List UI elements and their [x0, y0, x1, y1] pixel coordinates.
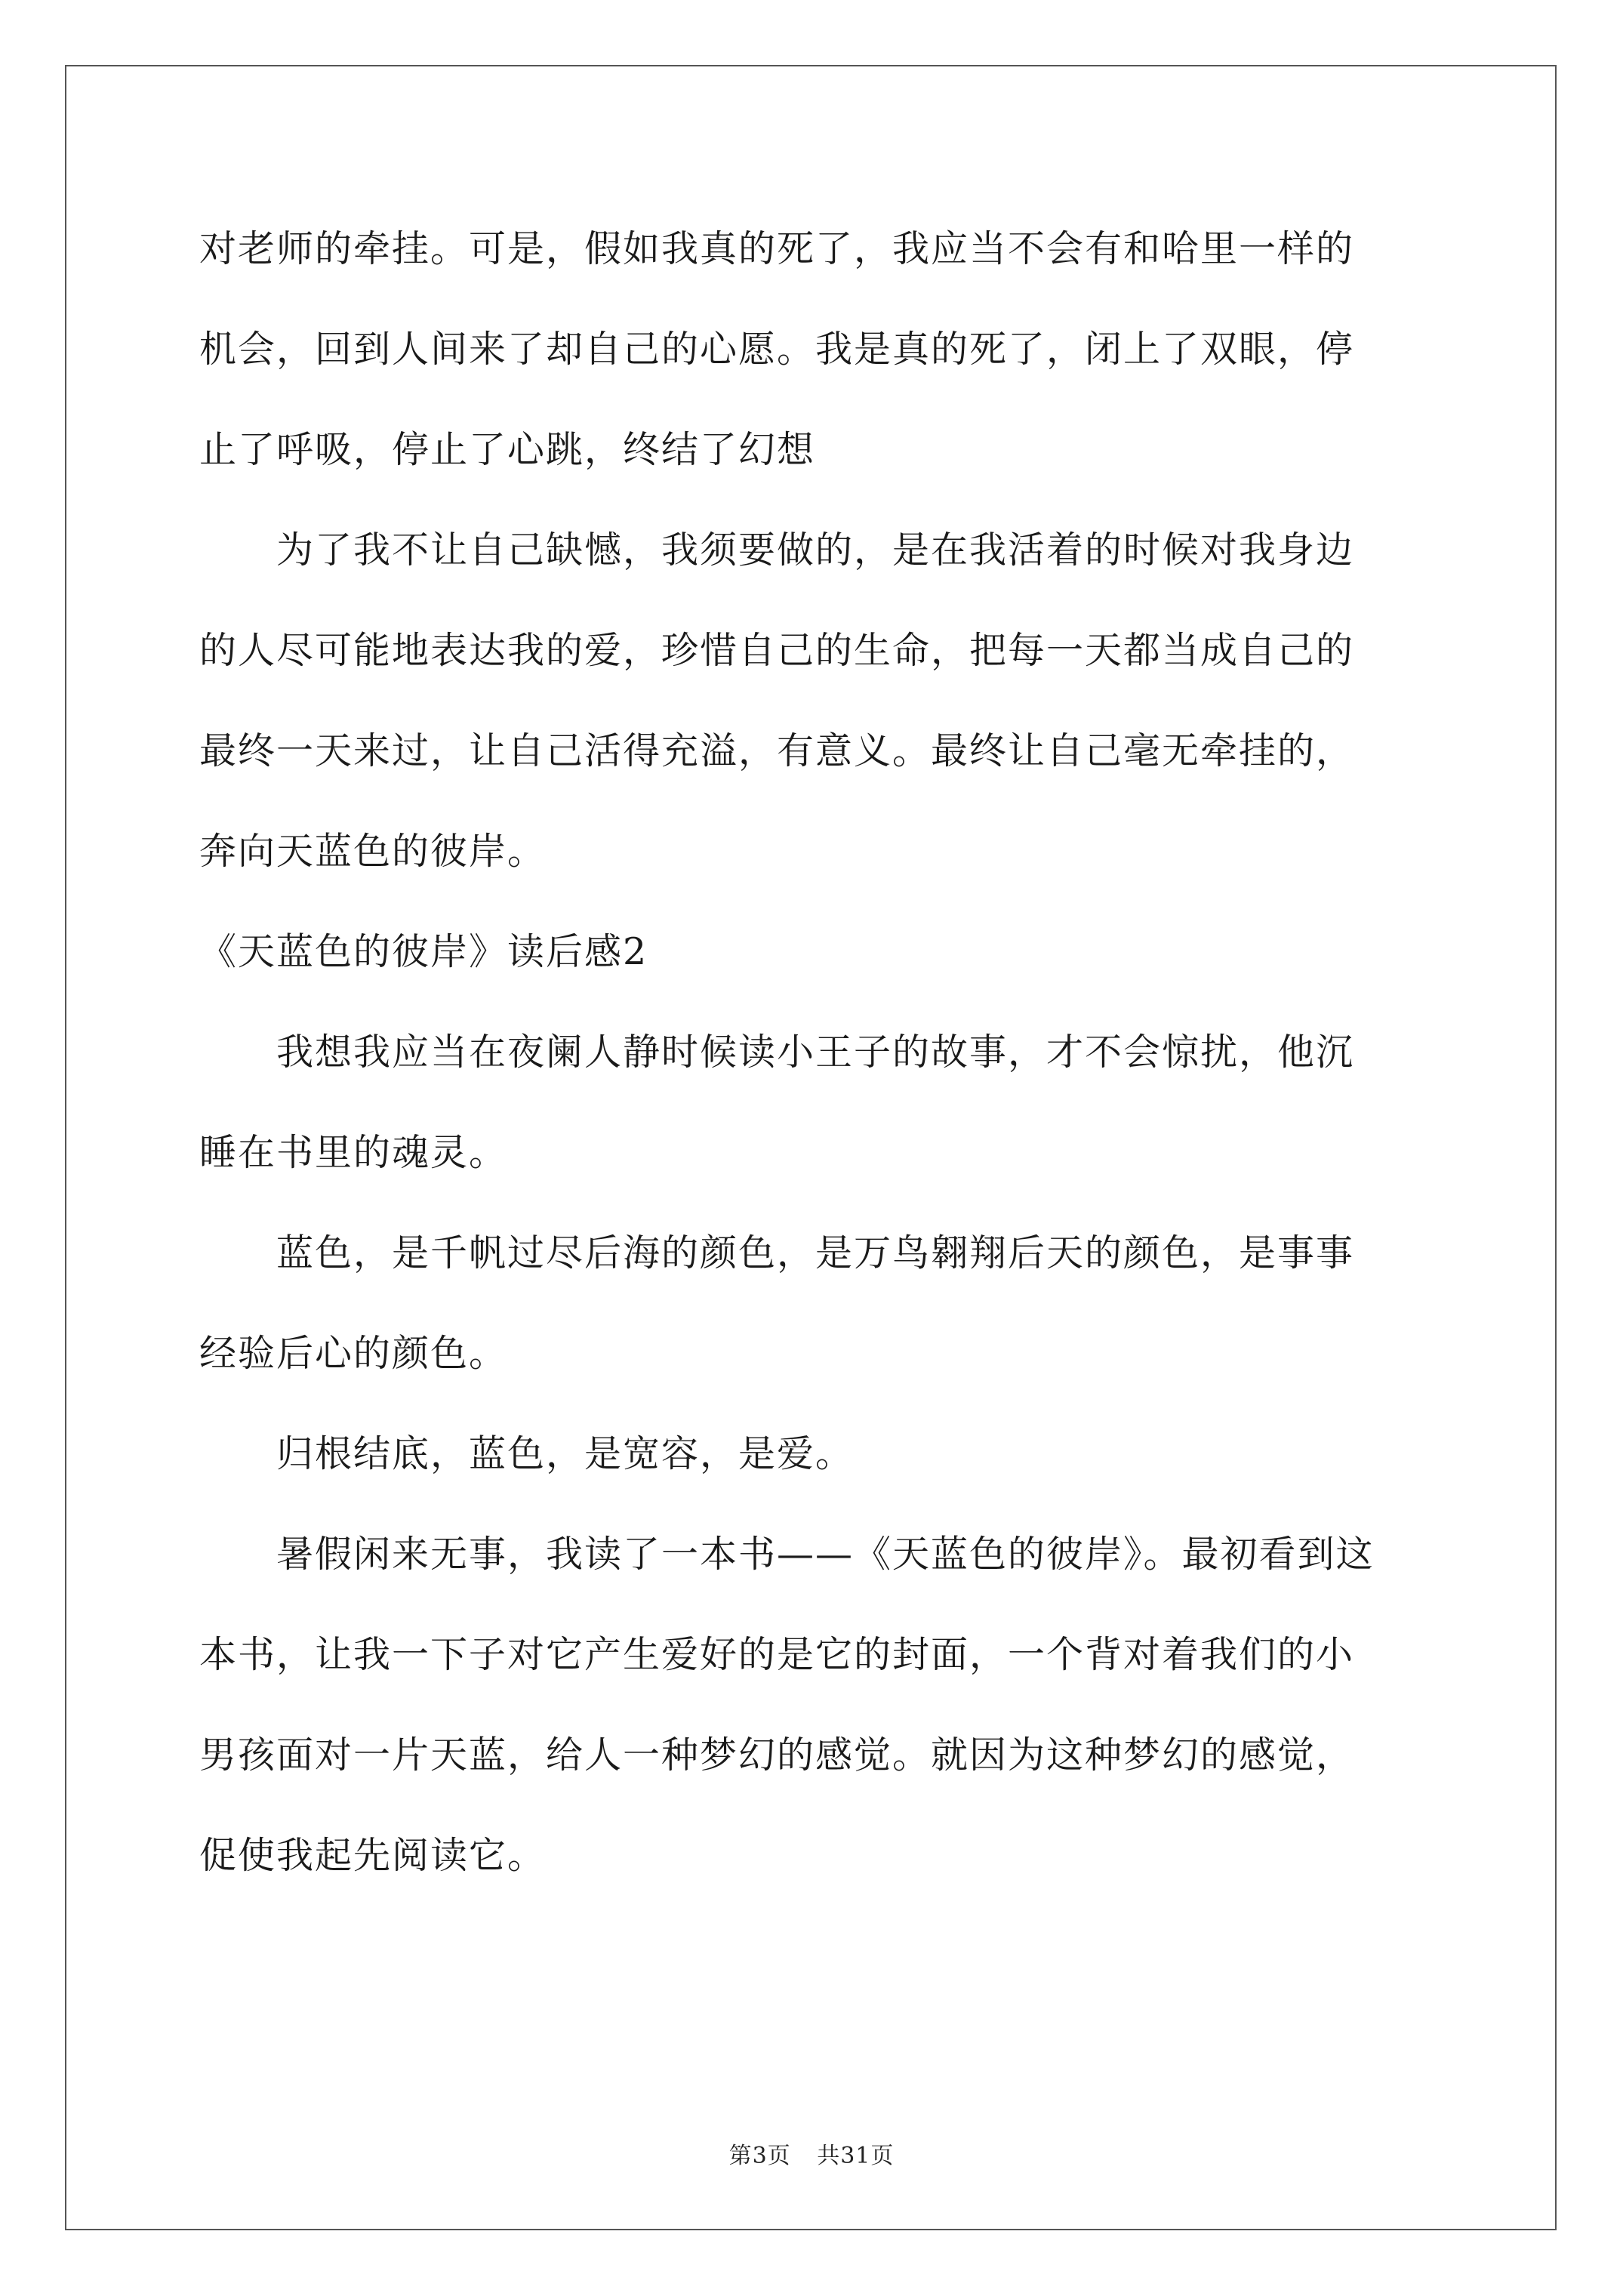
text-line: 蓝色，是千帆过尽后海的颜色，是万鸟翱翔后天的颜色，是事事 [199, 1231, 1355, 1274]
text-line: 促使我起先阅读它。 [199, 1834, 547, 1877]
text-line: 奔向天蓝色的彼岸。 [199, 830, 547, 873]
page-footer [0, 2137, 1623, 2170]
text-line: 止了呼吸，停止了心跳，终结了幻想 [199, 428, 816, 471]
text-line: 归根结底，蓝色，是宽容，是爱。 [199, 1432, 855, 1475]
text-line: 男孩面对一片天蓝，给人一种梦幻的感觉。就因为这种梦幻的感觉， [199, 1734, 1355, 1777]
page-number: 第3页 [728, 2143, 791, 2169]
section-heading: 《天蓝色的彼岸》读后感2 [199, 930, 648, 973]
text-line: 对老师的牵挂。可是，假如我真的死了，我应当不会有和哈里一样的 [199, 227, 1355, 270]
text-line: 睡在书里的魂灵。 [199, 1131, 508, 1174]
text-line: 本书，让我一下子对它产生爱好的是它的封面，一个背对着我们的小 [199, 1633, 1355, 1676]
text-line: 最终一天来过，让自己活得充溢，有意义。最终让自己毫无牵挂的， [199, 729, 1355, 772]
text-line: 的人尽可能地表达我的爱，珍惜自己的生命，把每一天都当成自己的 [199, 629, 1355, 672]
text-line: 我想我应当在夜阑人静时候读小王子的故事，才不会惊扰，他沉 [199, 1031, 1355, 1074]
text-line: 暑假闲来无事，我读了一本书——《天蓝色的彼岸》。最初看到这 [199, 1533, 1375, 1576]
page-total: 共31页 [817, 2143, 895, 2169]
text-line: 为了我不让自己缺憾，我须要做的，是在我活着的时候对我身边 [199, 529, 1355, 572]
text-line: 机会，回到人间来了却自己的心愿。我是真的死了，闭上了双眼，停 [199, 328, 1355, 371]
text-line: 经验后心的颜色。 [199, 1332, 508, 1375]
